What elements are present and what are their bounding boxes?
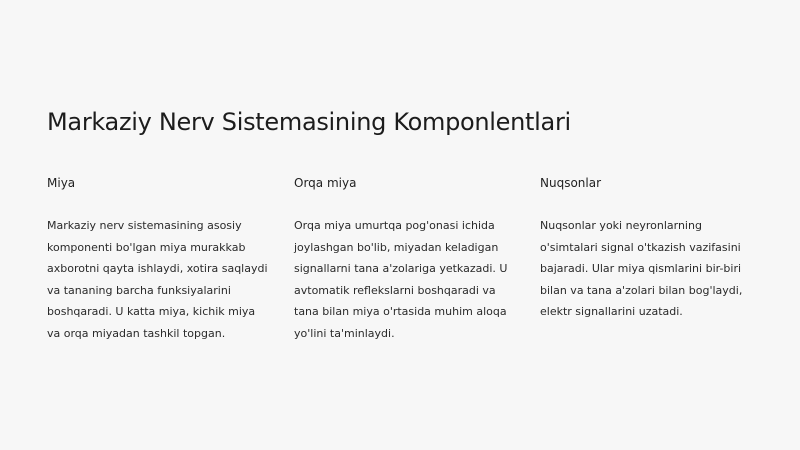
column-heading: Miya: [47, 176, 76, 190]
column-body: Nuqsonlar yoki neyronlarning o'simtalari signal o'tkazish vazifasini bajaradi. Ular miya qismlarini bir-biri bilan va tana a'zolari bilan bog'laydi, elektr signallarini uzatadi.: [540, 219, 743, 318]
page-title: Markaziy Nerv Sistemasining Komponlentlari: [47, 108, 571, 136]
column-body: Orqa miya umurtqa pog'onasi ichida joylashgan bo'lib, miyadan keladigan signallarni tana a'zolariga yetkazadi. U avtomatik reflekslarni boshqaradi va tana bilan miya o'rtasida muhim aloqa yo'lini ta'minlaydi.: [294, 219, 508, 340]
column-miya: [47, 175, 269, 344]
column-heading: Nuqsonlar: [540, 176, 602, 190]
column-heading: Orqa miya: [294, 176, 357, 190]
column-body: Markaziy nerv sistemasining asosiy komponenti bo'lgan miya murakkab axborotni qayta ishlaydi, xotira saqlaydi va tananing barcha funksiyalarini boshqaradi. U katta miya, kichik miya va orqa miyadan tashkil topgan.: [47, 219, 268, 340]
column-nuqsonlar: [540, 175, 762, 323]
column-orqa-miya: [294, 175, 516, 344]
